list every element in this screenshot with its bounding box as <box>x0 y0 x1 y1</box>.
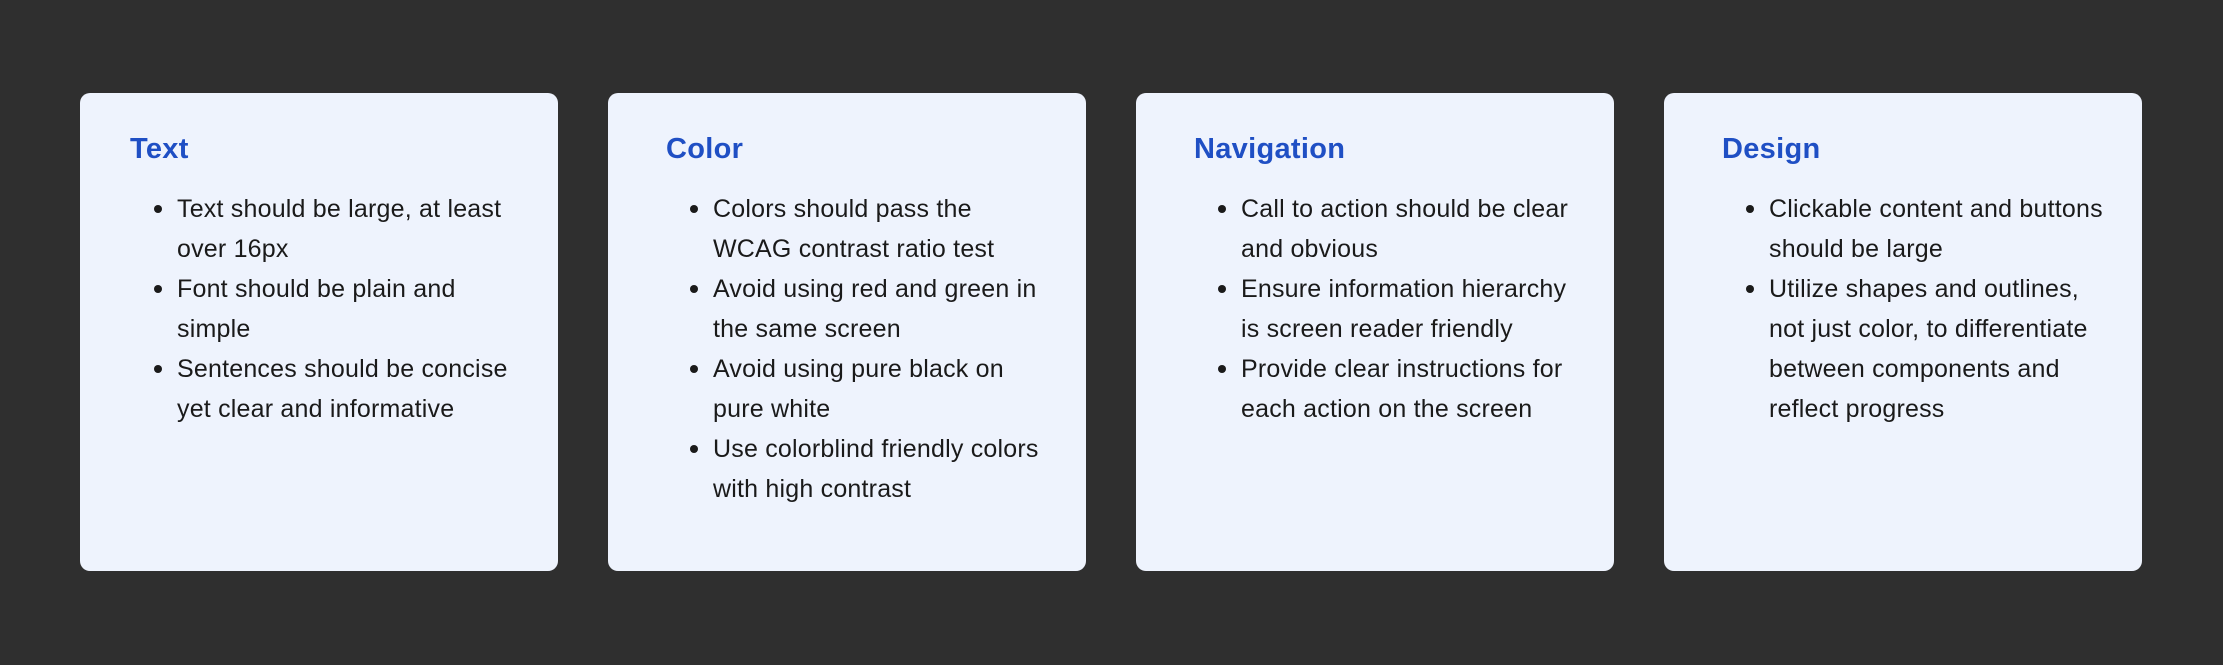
list-item: Provide clear instructions for each action on the screen <box>1241 349 1584 429</box>
bullet-list <box>666 189 1056 509</box>
list-item: Avoid using pure black on pure white <box>713 349 1056 429</box>
card-title: Text <box>130 133 189 165</box>
guideline-cards <box>80 93 2142 571</box>
list-item: Text should be large, at least over 16px <box>177 189 528 269</box>
card-title: Design <box>1722 133 1821 165</box>
list-item: Clickable content and buttons should be large <box>1769 189 2112 269</box>
card-text <box>80 93 558 571</box>
list-item: Avoid using red and green in the same screen <box>713 269 1056 349</box>
card-color <box>608 93 1086 571</box>
list-item: Use colorblind friendly colors with high contrast <box>713 429 1056 509</box>
list-item: Sentences should be concise yet clear and informative <box>177 349 528 429</box>
card-title: Navigation <box>1194 133 1346 165</box>
list-item: Utilize shapes and outlines, not just color, to differentiate between components and reflect progress <box>1769 269 2112 429</box>
list-item: Ensure information hierarchy is screen reader friendly <box>1241 269 1584 349</box>
bullet-list <box>1194 189 1584 429</box>
list-item: Font should be plain and simple <box>177 269 528 349</box>
card-navigation <box>1136 93 1614 571</box>
card-design <box>1664 93 2142 571</box>
bullet-list <box>130 189 528 429</box>
list-item: Call to action should be clear and obvious <box>1241 189 1584 269</box>
bullet-list <box>1722 189 2112 429</box>
list-item: Colors should pass the WCAG contrast ratio test <box>713 189 1056 269</box>
card-title: Color <box>666 133 744 165</box>
